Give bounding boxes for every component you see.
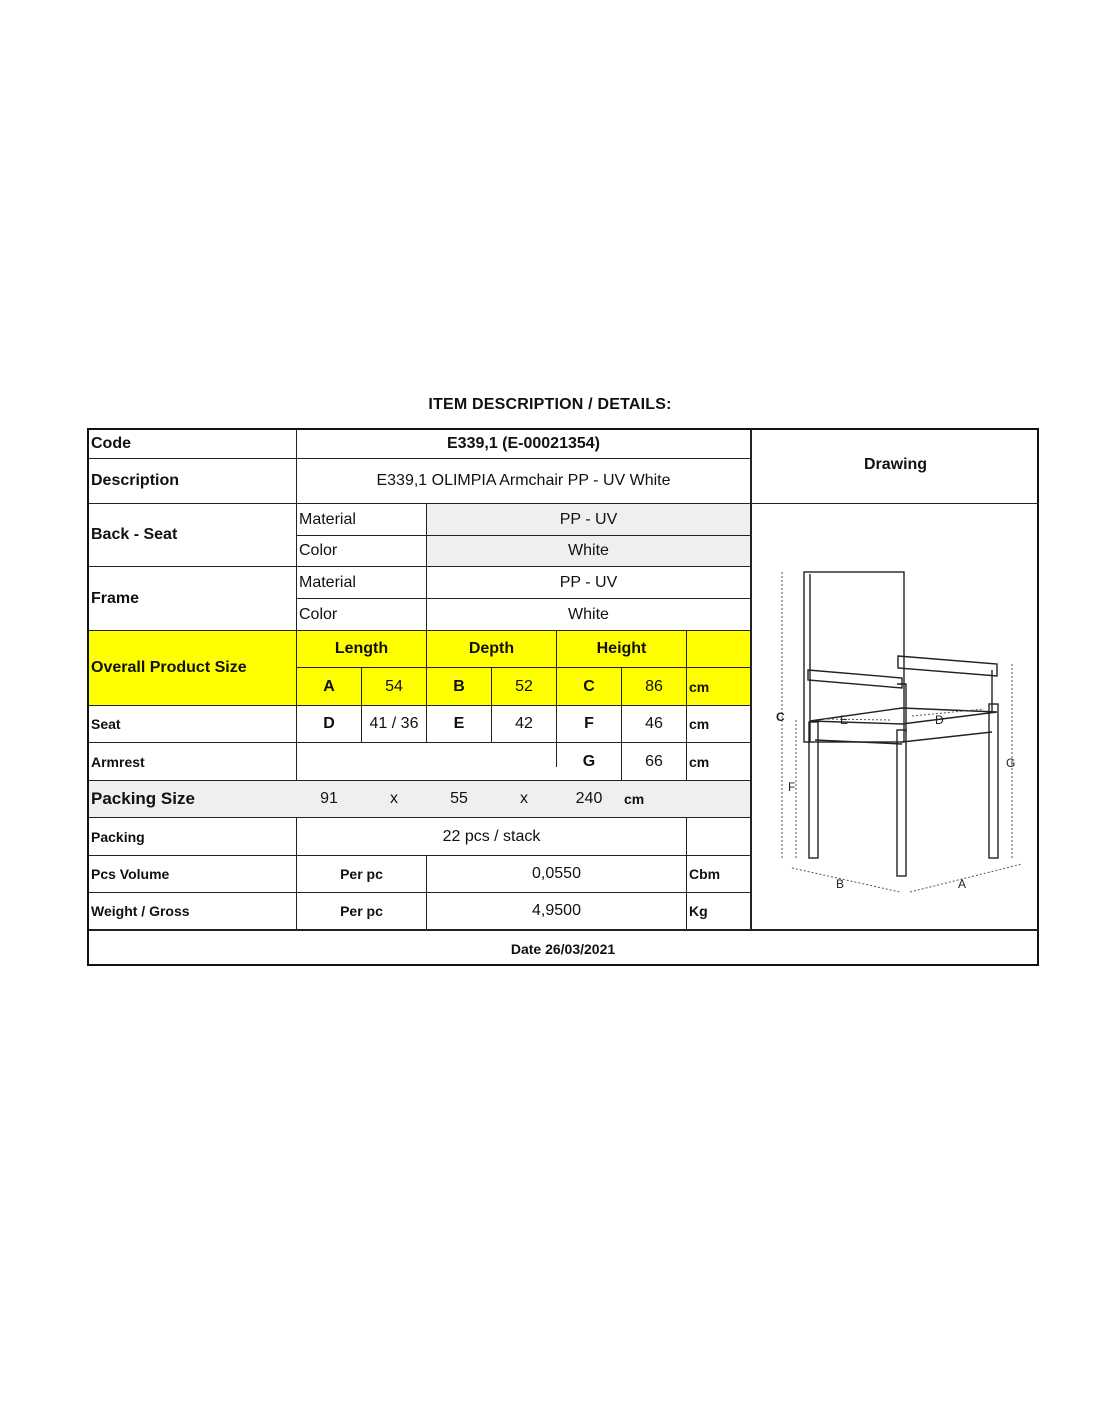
document-title: ITEM DESCRIPTION / DETAILS: (428, 396, 672, 413)
dim-e-value: 42 (515, 715, 533, 732)
dim-b-key: B (453, 677, 465, 695)
dim-g-value: 66 (645, 752, 663, 770)
volume-unit: Cbm (689, 866, 721, 882)
overall-size-label: Overall Product Size (91, 659, 247, 676)
weight-label: Weight / Gross (91, 903, 190, 919)
packing-size-height: 240 (575, 790, 603, 807)
dim-f-value: 46 (645, 715, 663, 732)
description-label: Description (91, 472, 180, 489)
code-value: E339,1 (E-00021354) (447, 435, 600, 452)
overall-unit: cm (689, 678, 710, 695)
back-seat-material-value: PP - UV (559, 510, 618, 528)
packing-size-length: 91 (320, 790, 338, 807)
packing-size-unit: cm (624, 791, 645, 807)
dim-d-key: D (323, 715, 335, 732)
drawing-letter-a: A (958, 877, 967, 891)
frame-material-value: PP - UV (559, 573, 618, 591)
dim-g-key: G (582, 752, 596, 770)
frame-color-label: Color (299, 605, 338, 623)
drawing-letter-g: G (1006, 756, 1016, 770)
drawing-letter-b: B (836, 877, 845, 891)
drawing-letter-f: F (788, 780, 796, 794)
armrest-label: Armrest (91, 753, 145, 770)
packing-size-width: 55 (450, 790, 468, 807)
frame-material-label: Material (299, 573, 356, 591)
drawing-letter-c: C (776, 710, 785, 724)
back-seat-color-value: White (568, 542, 609, 559)
description-value: E339,1 OLIMPIA Armchair PP - UV White (376, 472, 671, 489)
drawing-letter-d: D (935, 713, 944, 727)
seat-label: Seat (91, 716, 121, 732)
volume-value: 0,0550 (532, 865, 581, 882)
spec-table (87, 428, 1039, 966)
packing-size-label: Packing Size (91, 789, 195, 808)
drawing-label: Drawing (863, 456, 928, 473)
length-header: Length (334, 640, 389, 657)
dim-c-value: 86 (645, 677, 663, 695)
dim-a-value: 54 (385, 677, 403, 695)
armchair-drawing (752, 504, 1039, 929)
packing-label: Packing (91, 828, 145, 845)
volume-label: Pcs Volume (91, 866, 170, 882)
depth-header: Depth (468, 640, 515, 657)
code-label: Code (91, 435, 131, 452)
frame-color-value: White (568, 605, 609, 623)
height-header: Height (596, 640, 647, 657)
date-footer: Date 26/03/2021 (510, 940, 616, 957)
dim-b-value: 52 (515, 677, 533, 695)
armrest-unit: cm (689, 753, 710, 770)
dim-e-key: E (453, 715, 465, 732)
dim-d-value: 41 / 36 (369, 715, 419, 732)
frame-label: Frame (91, 589, 140, 607)
weight-per: Per pc (340, 903, 383, 919)
weight-value: 4,9500 (532, 902, 581, 919)
volume-per: Per pc (340, 866, 383, 882)
seat-unit: cm (689, 716, 710, 732)
packing-size-x2: x (520, 790, 528, 807)
drawing-letter-e: E (840, 713, 849, 727)
weight-unit: Kg (689, 903, 708, 919)
packing-value: 22 pcs / stack (442, 827, 541, 845)
packing-size-x1: x (390, 790, 398, 807)
back-seat-color-label: Color (299, 542, 338, 559)
dim-a-key: A (323, 677, 335, 695)
back-seat-material-label: Material (299, 510, 356, 528)
dim-c-key: C (583, 677, 595, 695)
back-seat-label: Back - Seat (91, 526, 178, 543)
dim-f-key: F (584, 715, 594, 732)
